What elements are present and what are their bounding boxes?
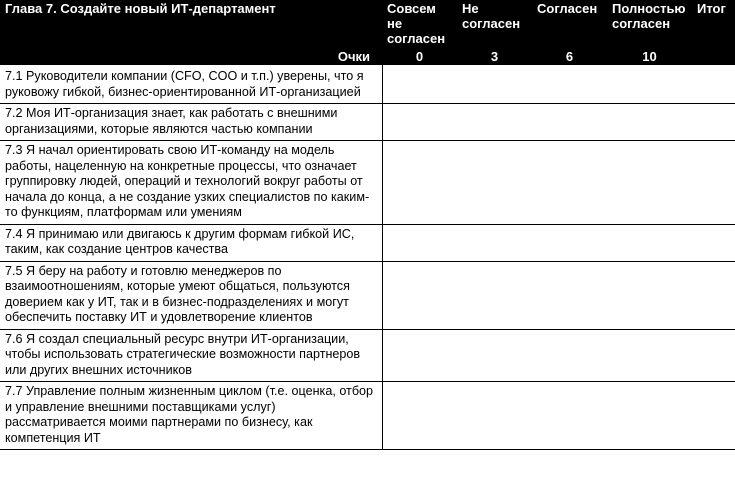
statement-7-4: 7.4 Я принимаю или двигаюсь к другим формам гибкой ИС, таким, как создание центров качества — [0, 224, 382, 261]
statement-7-6: 7.6 Я создал специальный ресурс внутри ИТ-организации, чтобы использовать стратегические возможности партнеров или других внешних источников — [0, 329, 382, 382]
statement-7-5: 7.5 Я беру на работу и готовлю менеджеров по взаимоотношениям, которые умеют общаться, пользуются доверием как у ИТ, так и в бизнес-подразделениях и могут обеспечить поставку ИТ и удовлетворение клиентов — [0, 261, 382, 329]
score-strongly-agree: 10 — [607, 48, 692, 65]
answer-cell[interactable] — [607, 104, 692, 141]
score-agree: 6 — [532, 48, 607, 65]
table-row — [0, 261, 735, 329]
column-header-strongly-agree: Полностью согласен — [607, 0, 692, 48]
statement-7-1: 7.1 Руководители компании (CFO, COO и т.п.) уверены, что я руковожу гибкой, бизнес-ориентированной ИТ-организацией — [0, 65, 382, 104]
answer-cell[interactable] — [457, 261, 532, 329]
total-cell[interactable] — [692, 224, 735, 261]
total-cell[interactable] — [692, 382, 735, 450]
answer-cell[interactable] — [382, 329, 457, 382]
table-row — [0, 65, 735, 104]
total-cell[interactable] — [692, 261, 735, 329]
answer-cell[interactable] — [532, 224, 607, 261]
answer-cell[interactable] — [382, 382, 457, 450]
answer-cell[interactable] — [382, 104, 457, 141]
answer-cell[interactable] — [382, 261, 457, 329]
table-row — [0, 104, 735, 141]
answer-cell[interactable] — [457, 382, 532, 450]
score-total — [692, 48, 735, 65]
answer-cell[interactable] — [532, 104, 607, 141]
statement-7-3: 7.3 Я начал ориентировать свою ИТ-команду на модель работы, нацеленную на конкретные процессы, что означает группировку людей, операций и технологий вокруг работы от начала до конца, а не создание узких специалистов по каким-то функциям, платформам или умениям — [0, 141, 382, 225]
answer-cell[interactable] — [382, 224, 457, 261]
total-cell[interactable] — [692, 104, 735, 141]
answer-cell[interactable] — [532, 261, 607, 329]
answer-cell[interactable] — [457, 104, 532, 141]
answer-cell[interactable] — [532, 329, 607, 382]
answer-cell[interactable] — [382, 65, 457, 104]
statement-7-7: 7.7 Управление полным жизненным циклом (т.е. оценка, отбор и управление внешними поставщиками услуг) рассматривается моими партнерами по бизнесу, как компетенция ИТ — [0, 382, 382, 450]
column-header-disagree: Не согласен — [457, 0, 532, 48]
score-strongly-disagree: 0 — [382, 48, 457, 65]
chapter-title: Глава 7. Создайте новый ИТ-департамент — [0, 0, 382, 48]
answer-cell[interactable] — [607, 224, 692, 261]
column-header-agree: Согласен — [532, 0, 607, 48]
column-header-strongly-disagree: Совсем не согласен — [382, 0, 457, 48]
score-row — [0, 48, 735, 65]
answer-cell[interactable] — [607, 261, 692, 329]
answer-cell[interactable] — [532, 141, 607, 225]
total-cell[interactable] — [692, 65, 735, 104]
column-header-total: Итог — [692, 0, 735, 48]
table-row — [0, 224, 735, 261]
statement-7-2: 7.2 Моя ИТ-организация знает, как работать с внешними организациями, которые являются частью компании — [0, 104, 382, 141]
answer-cell[interactable] — [607, 382, 692, 450]
answer-cell[interactable] — [457, 329, 532, 382]
table-row — [0, 382, 735, 450]
score-disagree: 3 — [457, 48, 532, 65]
score-label: Очки — [0, 48, 382, 65]
total-cell[interactable] — [692, 329, 735, 382]
answer-cell[interactable] — [457, 65, 532, 104]
answer-cell[interactable] — [607, 141, 692, 225]
table-row — [0, 329, 735, 382]
answer-cell[interactable] — [532, 65, 607, 104]
answer-cell[interactable] — [607, 65, 692, 104]
answer-cell[interactable] — [532, 382, 607, 450]
answer-cell[interactable] — [382, 141, 457, 225]
table-row — [0, 141, 735, 225]
total-cell[interactable] — [692, 141, 735, 225]
answer-cell[interactable] — [457, 224, 532, 261]
answer-cell[interactable] — [607, 329, 692, 382]
header-row — [0, 0, 735, 48]
answer-cell[interactable] — [457, 141, 532, 225]
